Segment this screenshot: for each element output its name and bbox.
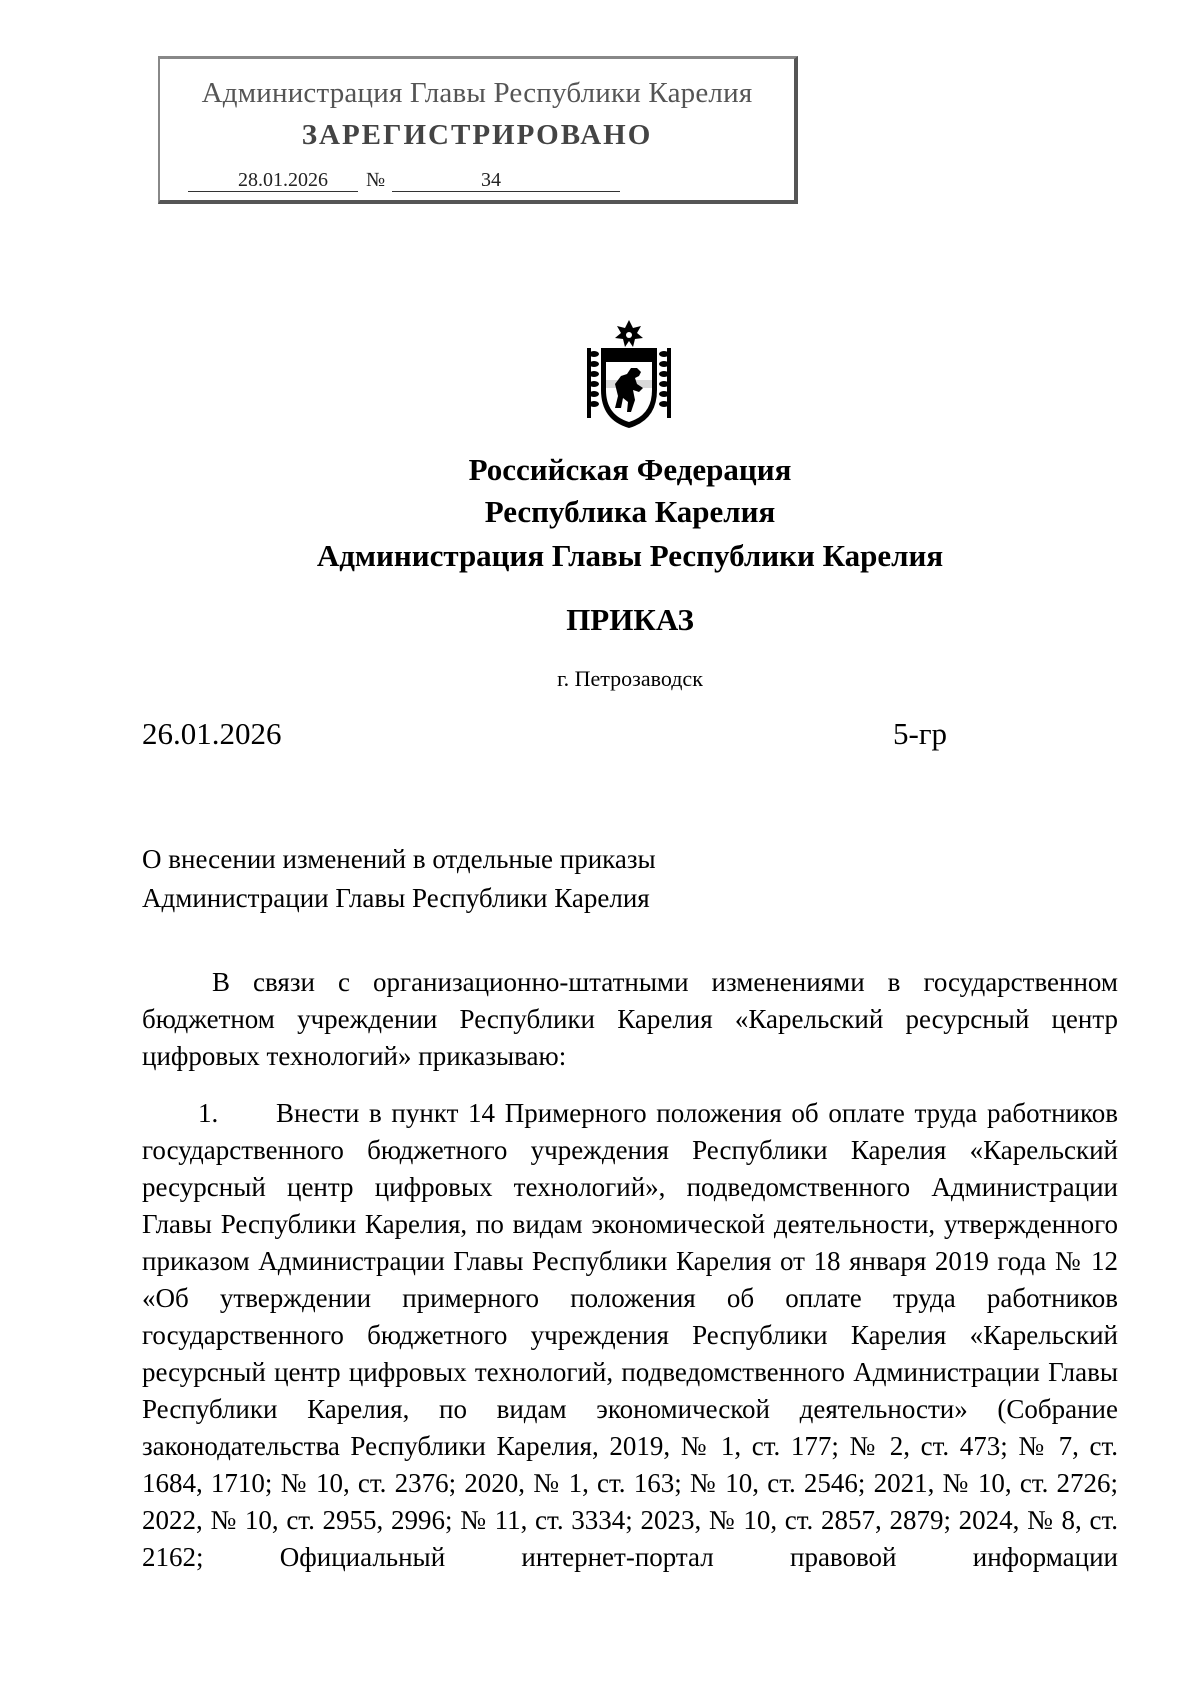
subject-line-2: Администрации Главы Республики Карелия (142, 883, 650, 913)
stamp-status: ЗАРЕГИСТРИРОВАНО (301, 119, 653, 151)
header-organization: Администрация Главы Республики Карелия (316, 538, 944, 573)
document-type: ПРИКАЗ (566, 602, 694, 637)
header-republic: Республика Карелия (484, 494, 776, 529)
item-1-paragraph (142, 1095, 1118, 1576)
coat-of-arms-icon (585, 318, 673, 430)
document-subject (142, 840, 656, 918)
stamp-number-label: № (366, 169, 386, 191)
preamble-paragraph: В связи с организационно-штатными изменениями в государственном бюджетном учреждении Республики Карелия «Карельский ресурсный центр цифровых технологий» приказываю: (142, 967, 1118, 1071)
stamp-date: 28.01.2026 (188, 169, 358, 192)
item-1-number: 1. (198, 1098, 219, 1128)
stamp-number: 34 (392, 169, 620, 192)
item-1-text: Внести в пункт 14 Примерного положения об оплате труда работников государственного бюджетного учреждения Республики Карелия «Карельский ресурсный центр цифровых технологий», подведомственного Администрации Главы Республики Карелия, по видам экономической деятельности, утвержденного приказом Администрации Главы Республики Карелия от 18 января 2019 года № 12 «Об утверждении примерного положения об оплате труда работников государственного бюджетного учреждения Республики Карелия «Карельский ресурсный центр цифровых технологий, подведомственного Администрации Главы Республики Карелия, по видам экономической деятельности» (Собрание законодательства Республики Карелия, 2019, № 1, ст. 177; № 2, ст. 473; № 7, ст. 1684, 1710; № 10, ст. 2376; 2020, № 1, ст. 163; № 10, ст. 2546; 2021, № 10, ст. 2726; 2022, № 10, ст. 2955, 2996; № 11, ст. 3334; 2023, № 10, ст. 2857, 2879; 2024, № 8, ст. 2162; Официальный интернет-портал правовой информации (142, 1098, 1118, 1572)
stamp-organization: Администрация Главы Республики Карелия (201, 77, 753, 109)
registration-stamp (158, 56, 798, 204)
document-number: 5-гр (893, 716, 948, 751)
document-date: 26.01.2026 (142, 716, 282, 751)
header-country: Российская Федерация (468, 452, 792, 487)
subject-line-1: О внесении изменений в отдельные приказы (142, 844, 656, 874)
document-city: г. Петрозаводск (557, 666, 703, 691)
